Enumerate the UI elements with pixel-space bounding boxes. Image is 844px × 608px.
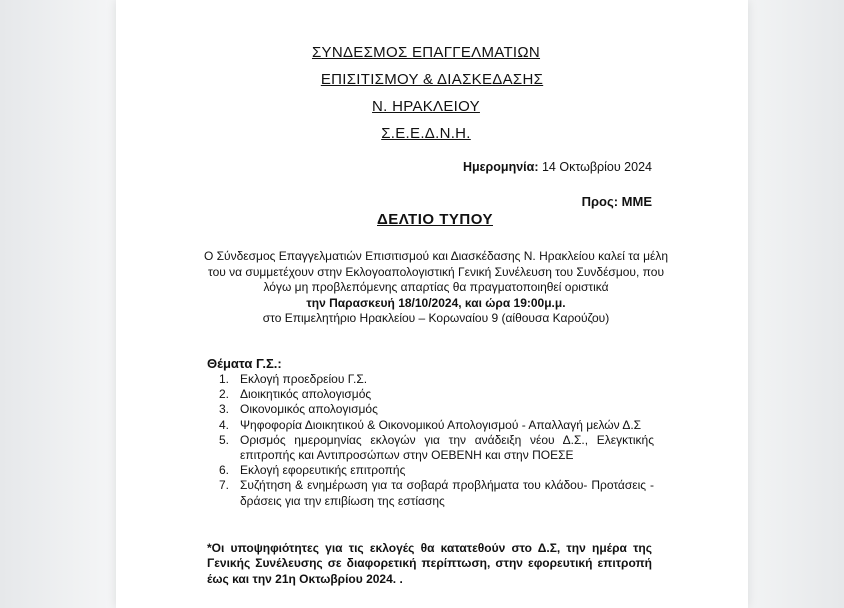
agenda-item bbox=[207, 463, 654, 478]
agenda-item-text: Συζήτηση & ενημέρωση για τα σοβαρά προβλήματα του κλάδου- Προτάσεις - δράσεις για την επιβίωση της εστίασης bbox=[240, 478, 654, 508]
agenda-item-text: Διοικητικός απολογισμός bbox=[240, 387, 372, 402]
body-line: λόγω μη προβλεπόμενης απαρτίας θα πραγματοποιηθεί οριστικά bbox=[263, 280, 609, 294]
agenda-item-text: Ψηφοφορία Διοικητικού & Οικονομικού Απολογισμού - Απαλλαγή μελών Δ.Σ bbox=[240, 417, 642, 432]
meeting-datetime: την Παρασκευή 18/10/2024, και ώρα 19:00μ.μ. bbox=[306, 295, 566, 310]
association-acronym: Σ.Ε.Ε.Δ.Ν.Η. bbox=[381, 125, 471, 142]
agenda-item-text: Εκλογή προεδρείου Γ.Σ. bbox=[240, 372, 368, 386]
agenda-item bbox=[207, 387, 654, 402]
candidacy-footnote: *Οι υποψηφιότητες για τις εκλογές θα κατατεθούν στο Δ.Σ, την ημέρα της Γενικής Συνέλευσης σε διαφορετική περίπτωση, στην εφορευτική επιτροπή έως και την 21η Οκτωβρίου 2024. . bbox=[207, 541, 652, 586]
agenda-item bbox=[207, 372, 654, 387]
agenda-item-text: Εκλογή εφορευτικής επιτροπής bbox=[240, 463, 406, 478]
meeting-location: στο Επιμελητήριο Ηρακλείου – Κορωναίου 9 (αίθουσα Καρούζου) bbox=[262, 311, 610, 325]
agenda-title: Θέματα Γ.Σ.: bbox=[207, 356, 282, 371]
agenda-item-number: 2. bbox=[218, 387, 229, 402]
agenda-item bbox=[207, 433, 654, 463]
agenda-item-number: 7. bbox=[218, 478, 229, 493]
agenda-item bbox=[207, 402, 654, 417]
agenda-item bbox=[207, 478, 654, 508]
agenda-list bbox=[207, 372, 654, 509]
agenda-item-number: 4. bbox=[218, 417, 229, 432]
document-date bbox=[463, 160, 652, 174]
document-page bbox=[116, 0, 748, 608]
date-label: Ημερομηνία: bbox=[462, 160, 539, 174]
association-name-line2: ΕΠΙΣΙΤΙΣΜΟΥ & ΔΙΑΣΚΕΔΑΣΗΣ bbox=[320, 71, 544, 88]
agenda-item bbox=[207, 418, 654, 433]
body-line: του να συμμετέχουν στην Εκλογοαπολογιστική Γενική Συνέλευση του Συνδέσμου, που bbox=[208, 264, 664, 279]
agenda-item-text: Ορισμός ημερομηνίας εκλογών για την ανάδειξη νέου Δ.Σ., Ελεγκτικής επιτροπής και Αντιπροσώπων στην ΟΕΒΕΝΗ και στην ΠΟΕΣΕ bbox=[240, 432, 654, 463]
body-line: Ο Σύνδεσμος Επαγγελματιών Επισιτισμού και Διασκέδασης Ν. Ηρακλείου καλεί τα μέλη bbox=[203, 249, 669, 263]
association-name-line1: ΣΥΝΔΕΣΜΟΣ ΕΠΑΓΓΕΛΜΑΤΙΩΝ bbox=[311, 44, 541, 61]
agenda-item-number: 3. bbox=[218, 402, 229, 417]
date-value: 14 Οκτωβρίου 2024 bbox=[541, 160, 652, 174]
agenda-item-number: 1. bbox=[218, 372, 229, 386]
recipient-line: Προς: ΜΜΕ bbox=[581, 194, 652, 209]
agenda-item-number: 6. bbox=[218, 463, 229, 478]
agenda-item-text: Οικονομικός απολογισμός bbox=[240, 402, 378, 417]
association-name-line3: Ν. ΗΡΑΚΛΕΙΟΥ bbox=[372, 98, 480, 115]
agenda-item-number: 5. bbox=[218, 432, 229, 447]
press-release-title: ΔΕΛΤΙΟ ΤΥΠΟΥ bbox=[377, 211, 493, 228]
announcement-body bbox=[186, 249, 686, 327]
